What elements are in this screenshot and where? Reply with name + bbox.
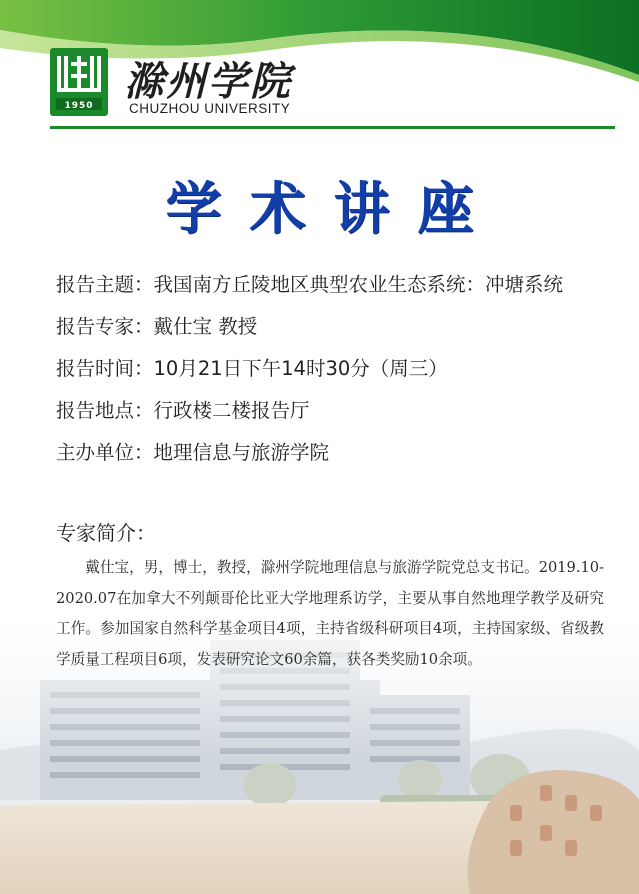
info-topic [56, 268, 626, 310]
emblem-year: 1950 [64, 101, 94, 111]
info-label: 报告主题： [56, 273, 154, 296]
info-label: 报告时间： [56, 357, 154, 380]
info-location [56, 394, 626, 436]
intro-body: 戴仕宝，男，博士，教授，滁州学院地理信息与旅游学院党总支书记。2019.10-2020.07在加拿大不列颠哥伦比亚大学地理系访学，主要从事自然地理学教学及研究工作。参加国家自然科学基金项目4项，主持省级科研项目4项，主持国家级、省级教学质量工程项目6项，发表研究论文60余篇，获各类奖励10余项。 [56, 559, 604, 668]
lecture-info [56, 268, 626, 478]
info-label: 报告地点： [56, 399, 154, 422]
intro-heading: 专家简介： [56, 521, 156, 545]
university-name-en: CHUZHOU UNIVERSITY [129, 101, 291, 116]
info-value: 我国南方丘陵地区典型农业生态系统：冲塘系统 [153, 273, 564, 296]
info-value: 地理信息与旅游学院 [153, 441, 330, 464]
info-organizer [56, 436, 626, 478]
info-value: 10月21日下午14时30分（周三） [153, 357, 448, 380]
info-label: 报告专家： [56, 315, 154, 338]
info-time [56, 352, 626, 394]
info-value: 戴仕宝 教授 [153, 315, 258, 338]
university-name-cn: 滁州学院 [124, 58, 292, 105]
info-speaker [56, 310, 626, 352]
info-label: 主办单位： [56, 441, 154, 464]
info-value: 行政楼二楼报告厅 [153, 399, 310, 422]
poster-title: 学术讲座 [165, 177, 502, 242]
